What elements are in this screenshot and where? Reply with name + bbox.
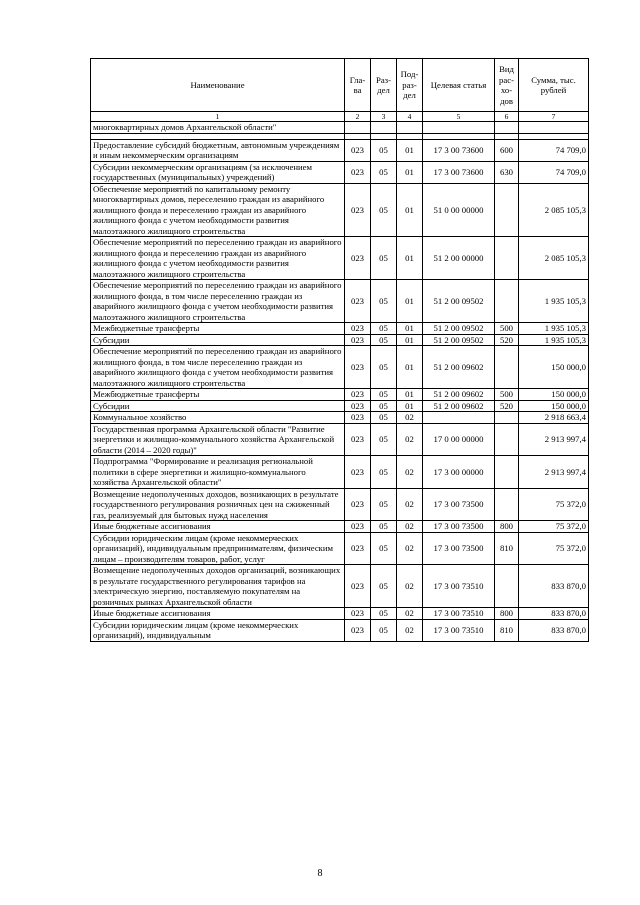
row-razdel: 05 — [371, 139, 397, 161]
row-vid — [495, 237, 519, 280]
table-row — [91, 488, 589, 521]
row-glava: 023 — [345, 400, 371, 412]
page-number: 8 — [317, 868, 323, 879]
row-razdel — [371, 122, 397, 134]
row-name: Обеспечение мероприятий по переселению граждан из аварийного жилищного фонда, в том числе переселению граждан из аварийного жилищного фонда с учетом необходимости развития малоэтажного жилищного строительства — [91, 280, 345, 323]
row-celevaya: 17 3 00 73500 — [423, 532, 495, 565]
column-number: 6 — [495, 112, 519, 122]
table-body — [91, 122, 589, 642]
column-number: 4 — [397, 112, 423, 122]
row-razdel: 05 — [371, 456, 397, 489]
row-celevaya: 51 2 00 09602 — [423, 400, 495, 412]
row-celevaya: 51 2 00 00000 — [423, 237, 495, 280]
row-name: Субсидии некоммерческим организациям (за исключением государственных (муниципальных) учреждений) — [91, 161, 345, 183]
row-summa: 2 913 997,4 — [519, 423, 589, 456]
row-razdel: 05 — [371, 532, 397, 565]
header-summa: Сумма, тыс. рублей — [519, 59, 589, 112]
row-razdel: 05 — [371, 389, 397, 401]
row-glava: 023 — [345, 456, 371, 489]
row-vid — [495, 122, 519, 134]
row-podrazdel: 01 — [397, 323, 423, 335]
column-number-row — [91, 112, 589, 122]
row-glava: 023 — [345, 280, 371, 323]
row-vid — [495, 456, 519, 489]
row-glava: 023 — [345, 161, 371, 183]
row-razdel: 05 — [371, 400, 397, 412]
row-name: Предоставление субсидий бюджетным, автономным учреждениям и иным некоммерческим организациям — [91, 139, 345, 161]
row-razdel: 05 — [371, 608, 397, 620]
row-name: Иные бюджетные ассигнования — [91, 521, 345, 533]
row-vid — [495, 488, 519, 521]
row-vid — [495, 412, 519, 424]
table-row — [91, 521, 589, 533]
row-vid: 500 — [495, 323, 519, 335]
table-row — [91, 139, 589, 161]
table-row — [91, 619, 589, 641]
row-vid: 810 — [495, 619, 519, 641]
table-row — [91, 456, 589, 489]
row-summa: 74 709,0 — [519, 139, 589, 161]
row-razdel: 05 — [371, 521, 397, 533]
row-celevaya: 51 2 00 09602 — [423, 346, 495, 389]
row-razdel: 05 — [371, 619, 397, 641]
table-row — [91, 423, 589, 456]
row-podrazdel: 01 — [397, 334, 423, 346]
table-row — [91, 323, 589, 335]
row-summa: 1 935 105,3 — [519, 280, 589, 323]
header-celevaya: Целевая статья — [423, 59, 495, 112]
row-glava: 023 — [345, 608, 371, 620]
row-razdel: 05 — [371, 334, 397, 346]
row-podrazdel: 02 — [397, 412, 423, 424]
row-razdel: 05 — [371, 423, 397, 456]
row-razdel: 05 — [371, 488, 397, 521]
row-summa: 2 085 105,3 — [519, 237, 589, 280]
table-row — [91, 161, 589, 183]
row-glava: 023 — [345, 565, 371, 608]
row-podrazdel: 01 — [397, 139, 423, 161]
row-name: Подпрограмма "Формирование и реализация региональной политики в сфере энергетики и жилищно-коммунального хозяйства Архангельской области" — [91, 456, 345, 489]
row-summa: 75 372,0 — [519, 488, 589, 521]
table-row — [91, 400, 589, 412]
row-podrazdel: 01 — [397, 346, 423, 389]
row-celevaya: 17 3 00 00000 — [423, 456, 495, 489]
row-summa: 1 935 105,3 — [519, 334, 589, 346]
row-summa: 150 000,0 — [519, 346, 589, 389]
row-celevaya: 17 3 00 73600 — [423, 161, 495, 183]
row-glava: 023 — [345, 488, 371, 521]
row-celevaya: 51 2 00 09502 — [423, 280, 495, 323]
row-razdel: 05 — [371, 237, 397, 280]
row-celevaya: 17 0 00 00000 — [423, 423, 495, 456]
row-glava: 023 — [345, 521, 371, 533]
table-row — [91, 280, 589, 323]
row-summa: 75 372,0 — [519, 532, 589, 565]
row-celevaya: 51 2 00 09502 — [423, 334, 495, 346]
row-podrazdel: 01 — [397, 161, 423, 183]
row-summa: 833 870,0 — [519, 619, 589, 641]
row-glava — [345, 122, 371, 134]
row-razdel: 05 — [371, 161, 397, 183]
row-summa: 2 913 997,4 — [519, 456, 589, 489]
row-podrazdel: 01 — [397, 183, 423, 237]
row-podrazdel: 01 — [397, 237, 423, 280]
row-vid: 630 — [495, 161, 519, 183]
row-name: Обеспечение мероприятий по капитальному ремонту многоквартирных домов, переселению граждан из аварийного жилищного фонда и переселению граждан из аварийного жилищного фонда с учетом необходимости развития малоэтажного жилищного строительства — [91, 183, 345, 237]
row-celevaya: 17 3 00 73510 — [423, 565, 495, 608]
row-glava: 023 — [345, 139, 371, 161]
row-summa: 2 085 105,3 — [519, 183, 589, 237]
table-header-row — [91, 59, 589, 112]
row-vid: 500 — [495, 389, 519, 401]
row-vid — [495, 280, 519, 323]
table-row — [91, 346, 589, 389]
row-razdel: 05 — [371, 412, 397, 424]
row-glava: 023 — [345, 346, 371, 389]
row-celevaya: 17 3 00 73600 — [423, 139, 495, 161]
row-name: Государственная программа Архангельской области "Развитие энергетики и жилищно-коммунального хозяйства Архангельской области (2014 – 2020 годы)" — [91, 423, 345, 456]
row-name: Субсидии юридическим лицам (кроме некоммерческих организаций), индивидуальным предпринимателям, физическим лицам – производителям товаров, работ, услуг — [91, 532, 345, 565]
header-glava: Гла-ва — [345, 59, 371, 112]
row-podrazdel: 02 — [397, 532, 423, 565]
row-name: Субсидии — [91, 400, 345, 412]
row-summa: 1 935 105,3 — [519, 323, 589, 335]
row-glava: 023 — [345, 412, 371, 424]
table-row — [91, 334, 589, 346]
table-row — [91, 183, 589, 237]
row-podrazdel: 02 — [397, 423, 423, 456]
table-row — [91, 237, 589, 280]
row-name: Обеспечение мероприятий по переселению граждан из аварийного жилищного фонда, в том числе переселению граждан из аварийного жилищного фонда с учетом необходимости развития малоэтажного жилищного строительства — [91, 346, 345, 389]
budget-table-page — [90, 58, 588, 642]
row-glava: 023 — [345, 423, 371, 456]
row-podrazdel: 02 — [397, 456, 423, 489]
row-vid: 800 — [495, 521, 519, 533]
row-name: Субсидии юридическим лицам (кроме некоммерческих организаций), индивидуальным — [91, 619, 345, 641]
row-summa: 150 000,0 — [519, 400, 589, 412]
table-row — [91, 389, 589, 401]
row-vid: 600 — [495, 139, 519, 161]
row-podrazdel: 02 — [397, 619, 423, 641]
row-razdel: 05 — [371, 565, 397, 608]
table-row — [91, 532, 589, 565]
row-summa: 833 870,0 — [519, 608, 589, 620]
column-number: 5 — [423, 112, 495, 122]
row-name: Межбюджетные трансферты — [91, 389, 345, 401]
row-celevaya — [423, 122, 495, 134]
row-name: Межбюджетные трансферты — [91, 323, 345, 335]
header-vid: Вид рас-хо-дов — [495, 59, 519, 112]
header-name: Наименование — [91, 59, 345, 112]
row-glava: 023 — [345, 237, 371, 280]
row-glava: 023 — [345, 619, 371, 641]
row-summa: 2 918 663,4 — [519, 412, 589, 424]
row-razdel: 05 — [371, 346, 397, 389]
row-summa: 74 709,0 — [519, 161, 589, 183]
row-name: Коммунальное хозяйство — [91, 412, 345, 424]
column-number: 7 — [519, 112, 589, 122]
row-celevaya: 17 3 00 73510 — [423, 608, 495, 620]
row-podrazdel: 02 — [397, 521, 423, 533]
column-number: 3 — [371, 112, 397, 122]
row-summa: 75 372,0 — [519, 521, 589, 533]
row-glava: 023 — [345, 334, 371, 346]
row-glava: 023 — [345, 532, 371, 565]
row-celevaya: 17 3 00 73500 — [423, 488, 495, 521]
row-vid — [495, 346, 519, 389]
table-row — [91, 565, 589, 608]
table-row — [91, 412, 589, 424]
row-razdel: 05 — [371, 323, 397, 335]
row-vid: 810 — [495, 532, 519, 565]
row-celevaya: 17 3 00 73500 — [423, 521, 495, 533]
column-number: 1 — [91, 112, 345, 122]
row-celevaya — [423, 412, 495, 424]
row-vid — [495, 423, 519, 456]
row-razdel: 05 — [371, 280, 397, 323]
row-glava: 023 — [345, 323, 371, 335]
row-name: Иные бюджетные ассигнования — [91, 608, 345, 620]
row-glava: 023 — [345, 183, 371, 237]
row-podrazdel: 01 — [397, 280, 423, 323]
row-celevaya: 51 2 00 09502 — [423, 323, 495, 335]
row-podrazdel: 01 — [397, 400, 423, 412]
row-summa: 833 870,0 — [519, 565, 589, 608]
row-vid: 800 — [495, 608, 519, 620]
row-name: Возмещение недополученных доходов организаций, возникающих в результате государственного регулирования тарифов на электрическую энергию, поставляемую покупателям на розничных рынках Архангельской области — [91, 565, 345, 608]
row-razdel: 05 — [371, 183, 397, 237]
row-summa: 150 000,0 — [519, 389, 589, 401]
header-razdel: Раз-дел — [371, 59, 397, 112]
row-vid: 520 — [495, 400, 519, 412]
row-celevaya: 51 2 00 09602 — [423, 389, 495, 401]
row-celevaya: 17 3 00 73510 — [423, 619, 495, 641]
row-celevaya: 51 0 00 00000 — [423, 183, 495, 237]
row-podrazdel: 02 — [397, 488, 423, 521]
row-podrazdel: 02 — [397, 565, 423, 608]
header-podrazdel: Под-раз-дел — [397, 59, 423, 112]
row-vid: 520 — [495, 334, 519, 346]
row-podrazdel: 02 — [397, 608, 423, 620]
table-row — [91, 608, 589, 620]
table-row — [91, 122, 589, 134]
row-podrazdel — [397, 122, 423, 134]
row-name: Обеспечение мероприятий по переселению граждан из аварийного жилищного фонда и переселению граждан из аварийного жилищного фонда с учетом необходимости развития малоэтажного жилищного строительства — [91, 237, 345, 280]
row-name: Субсидии — [91, 334, 345, 346]
budget-table — [90, 58, 589, 642]
row-vid — [495, 183, 519, 237]
row-podrazdel: 01 — [397, 389, 423, 401]
row-name: многоквартирных домов Архангельской области" — [91, 122, 345, 134]
column-number: 2 — [345, 112, 371, 122]
row-name: Возмещение недополученных доходов, возникающих в результате государственного регулирования розничных цен на сжиженный газ, реализуемый для бытовых нужд населения — [91, 488, 345, 521]
row-summa — [519, 122, 589, 134]
row-vid — [495, 565, 519, 608]
row-glava: 023 — [345, 389, 371, 401]
